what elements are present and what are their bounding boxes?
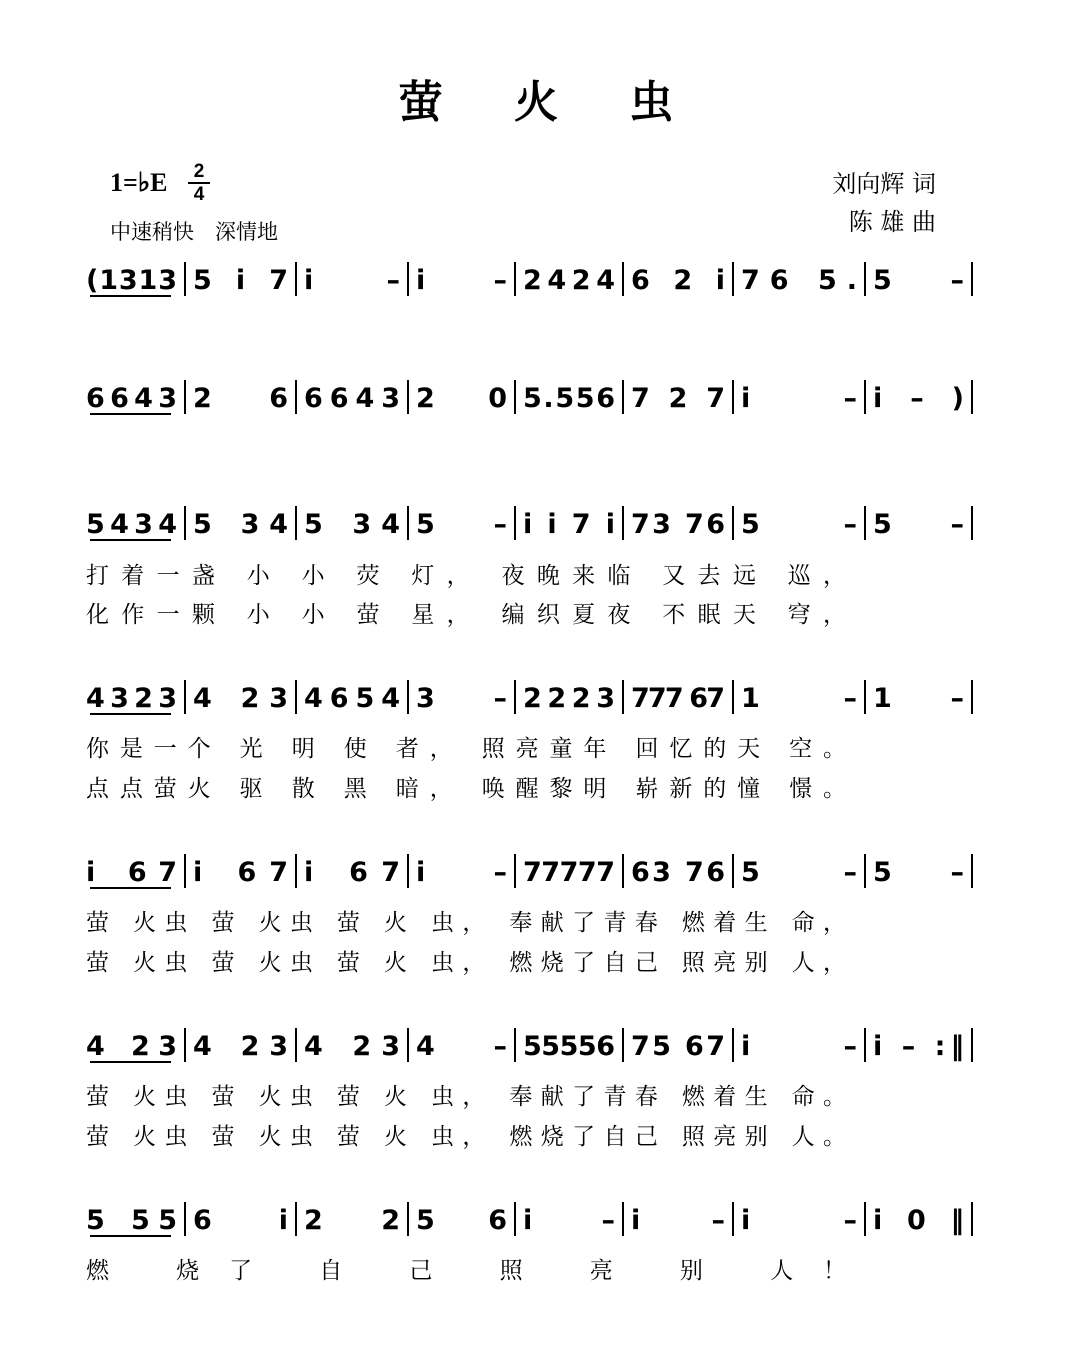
note-group: 3 – [416, 683, 507, 714]
note-group: 5 – [416, 509, 507, 540]
note-group: 4 23 [193, 1031, 288, 1062]
note-group: 63 76 [631, 857, 725, 888]
note-group: i i 7 i [523, 509, 615, 540]
note-group: 4 23 [304, 1031, 400, 1062]
note-group: 5 – [741, 857, 857, 888]
note-group: 2 6 [193, 383, 288, 414]
note-group: i 0 ‖ [873, 1205, 964, 1236]
lyric-line: 你是一个 光 明 使 者， 照亮童年 回忆的天 空。 [86, 736, 846, 762]
note-group: i – [631, 1205, 725, 1236]
note-group: 5434 [86, 509, 177, 540]
note-group: 4 23 [86, 1031, 177, 1062]
key-signature: 1=♭E [110, 168, 168, 197]
lyric-line: 萤 火虫 萤 火虫 萤 火 虫， 奉献了青春 燃着生 命。 [86, 1084, 847, 1110]
note-group: 4 – [416, 1031, 507, 1062]
note-group: 4654 [304, 683, 400, 714]
composer-credit: 陈 雄 曲 [848, 208, 936, 236]
note-group: 75 67 [631, 1031, 725, 1062]
note-group: (1313 [86, 265, 177, 296]
note-group: 2 2 [304, 1205, 400, 1236]
lyric-line: 点点萤火 驱 散 黑 暗， 唤醒黎明 崭新的憧 憬。 [86, 776, 846, 802]
note-group: i – :‖ [873, 1031, 964, 1062]
note-group: i – [416, 265, 507, 296]
lyric-line: 打着一盏 小 小 荧 灯， 夜晚来临 又去远 巡， [86, 563, 846, 589]
note-group: 5 i 7 [193, 265, 288, 296]
note-group: 1 – [873, 683, 964, 714]
note-group: 6643 [304, 383, 400, 414]
note-group: 7 2 7 [631, 383, 725, 414]
note-group: 5 6 [416, 1205, 507, 1236]
note-group: 5 – [873, 265, 964, 296]
note-group: 73 76 [631, 509, 725, 540]
note-group: 6 i [193, 1205, 288, 1236]
note-group: i – [416, 857, 507, 888]
lyricist-credit: 刘向辉 词 [832, 170, 936, 198]
note-group: i 67 [193, 857, 288, 888]
note-group: 6 2 i [631, 265, 725, 296]
note-group: 5 – [873, 857, 964, 888]
note-group: i – [304, 265, 400, 296]
time-bottom: 4 [193, 184, 205, 205]
note-group: 4323 [86, 683, 177, 714]
note-group: i – [741, 1205, 857, 1236]
note-group: 5 – [873, 509, 964, 540]
note-group: 5.556 [523, 383, 615, 414]
note-group: i – [741, 383, 857, 414]
lyric-line: 萤 火虫 萤 火虫 萤 火 虫， 燃烧了自己 照亮别 人， [86, 950, 847, 976]
note-group: 55556 [523, 1031, 615, 1062]
note-group: i – ) [873, 383, 964, 414]
note-group: 2 0 [416, 383, 507, 414]
note-group: 76 5. [741, 265, 857, 296]
note-group: 2223 [523, 683, 615, 714]
note-group: 5 55 [86, 1205, 177, 1236]
lyric-line: 萤 火虫 萤 火虫 萤 火 虫， 奉献了青春 燃着生 命， [86, 910, 847, 936]
note-group: 6643 [86, 383, 177, 414]
note-group: i 67 [86, 857, 177, 888]
note-group: 777 67 [631, 683, 725, 714]
note-group: 2424 [523, 265, 615, 296]
lyric-line: 萤 火虫 萤 火虫 萤 火 虫， 燃烧了自己 照亮别 人。 [86, 1124, 847, 1150]
note-group: 1 – [741, 683, 857, 714]
lyric-line: 化作一颗 小 小 萤 星， 编织夏夜 不眠天 穹， [86, 602, 846, 628]
note-group: 5 34 [193, 509, 288, 540]
lyric-line: 燃 烧了 自 己 照 亮 别 人！ [86, 1258, 846, 1284]
note-group: i 67 [304, 857, 400, 888]
note-group: 5 34 [304, 509, 400, 540]
note-group: i – [741, 1031, 857, 1062]
song-title: 萤 火 虫 [398, 77, 702, 128]
time-top: 2 [193, 161, 205, 182]
note-group: 77777 [523, 857, 615, 888]
note-group: i – [523, 1205, 615, 1236]
tempo-marking: 中速稍快 深情地 [110, 220, 278, 244]
note-group: 4 23 [193, 683, 288, 714]
note-group: 5 – [741, 509, 857, 540]
